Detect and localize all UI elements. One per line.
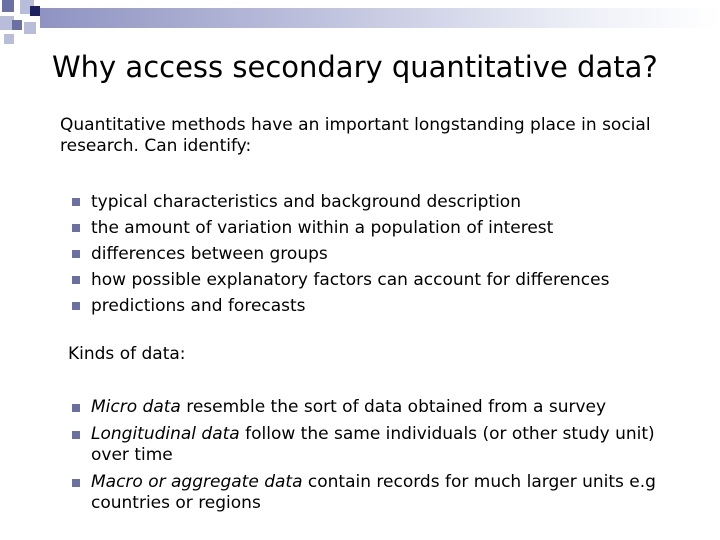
list-item: Longitudinal data follow the same individuals (or other study unit) over time	[72, 424, 672, 466]
slide-title: Why access secondary quantitative data?	[52, 50, 658, 84]
term-label: Macro or aggregate data	[91, 472, 303, 492]
square-bullet-icon	[72, 431, 80, 439]
intro-paragraph: Quantitative methods have an important longstanding place in social research. Can identify:	[60, 115, 651, 156]
identify-list	[72, 189, 609, 319]
term-label: Micro data	[91, 397, 181, 417]
term-label: Longitudinal data	[91, 424, 240, 444]
list-item: the amount of variation within a population of interest	[72, 215, 609, 241]
kinds-list	[72, 397, 672, 520]
list-item: Micro data resemble the sort of data obtained from a survey	[72, 397, 672, 418]
square-bullet-icon	[72, 479, 80, 487]
square-bullet-icon	[72, 404, 80, 412]
square-bullet-icon	[72, 224, 80, 232]
square-bullet-icon	[72, 250, 80, 258]
list-item: Macro or aggregate data contain records for much larger units e.g countries or regions	[72, 472, 672, 514]
list-item: typical characteristics and background description	[72, 189, 609, 215]
square-bullet-icon	[72, 302, 80, 310]
square-bullet-icon	[72, 198, 80, 206]
list-item: how possible explanatory factors can account for differences	[72, 267, 609, 293]
square-bullet-icon	[72, 276, 80, 284]
kinds-heading: Kinds of data:	[68, 344, 186, 364]
header-gradient-bar	[40, 8, 720, 28]
list-item: differences between groups	[72, 241, 609, 267]
list-item: predictions and forecasts	[72, 293, 609, 319]
